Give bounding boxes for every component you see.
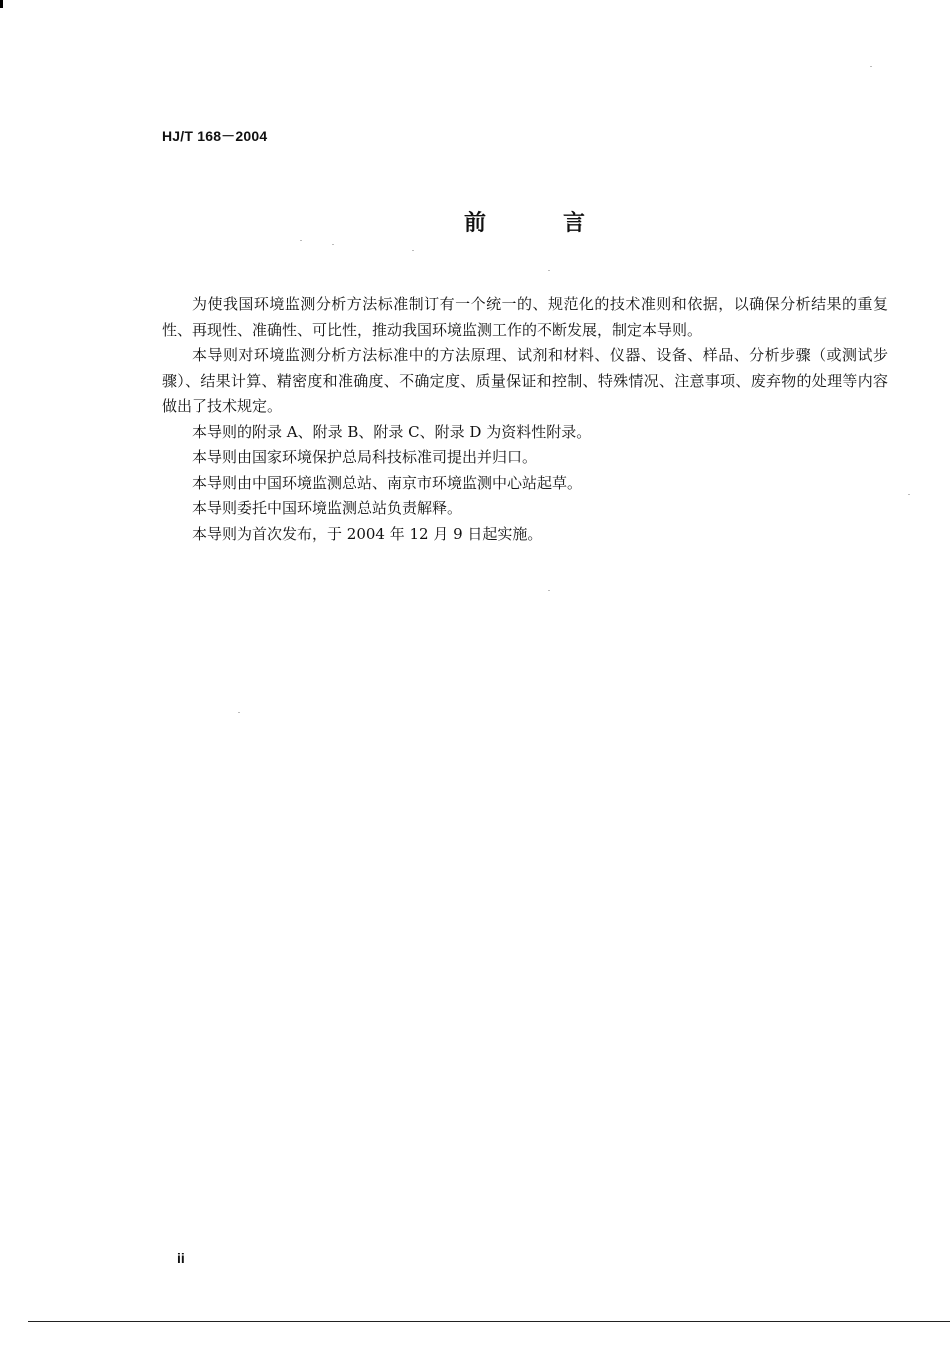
scan-speck — [548, 270, 550, 271]
page-title-char-1: 前 — [464, 211, 487, 236]
scan-speck — [332, 244, 334, 245]
scan-speck — [300, 240, 302, 241]
page-title-char-2: 言 — [563, 211, 586, 236]
paragraph-purpose: 为使我国环境监测分析方法标准制订有一个统一的、规范化的技术准则和依据，以确保分析结果的重复性、再现性、准确性、可比性，推动我国环境监测工作的不断发展，制定本导则。 — [162, 295, 888, 339]
paragraph-drafters: 本导则由中国环境监测总站、南京市环境监测中心站起草。 — [192, 473, 583, 492]
scan-speck — [412, 250, 414, 251]
paragraph-annexes: 本导则的附录 A、附录 B、附录 C、附录 D 为资料性附录。 — [192, 422, 592, 441]
scan-corner-mark — [0, 0, 3, 8]
scan-speck — [908, 494, 910, 495]
bottom-rule — [28, 1321, 950, 1322]
paragraph-proposer: 本导则由国家环境保护总局科技标准司提出并归口。 — [192, 448, 538, 466]
paragraph-interpretation: 本导则委托中国环境监测总站负责解释。 — [192, 499, 463, 517]
scan-speck — [548, 590, 550, 591]
standard-code: HJ/T 168－2004 — [162, 128, 268, 144]
scan-speck — [870, 66, 872, 67]
scan-speck — [238, 712, 240, 713]
page-number: ii — [177, 1250, 185, 1266]
paragraph-scope: 本导则对环境监测分析方法标准中的方法原理、试剂和材料、仪器、设备、样品、分析步骤（或测试步骤）、结果计算、精密度和准确度、不确定度、质量保证和控制、特殊情况、注意事项、废弃物的处理等内容做出了技术规定。 — [162, 346, 888, 415]
paragraph-effective-date: 本导则为首次发布，于 2004 年 12 月 9 日起实施。 — [192, 524, 543, 543]
foreword-body — [162, 292, 888, 547]
